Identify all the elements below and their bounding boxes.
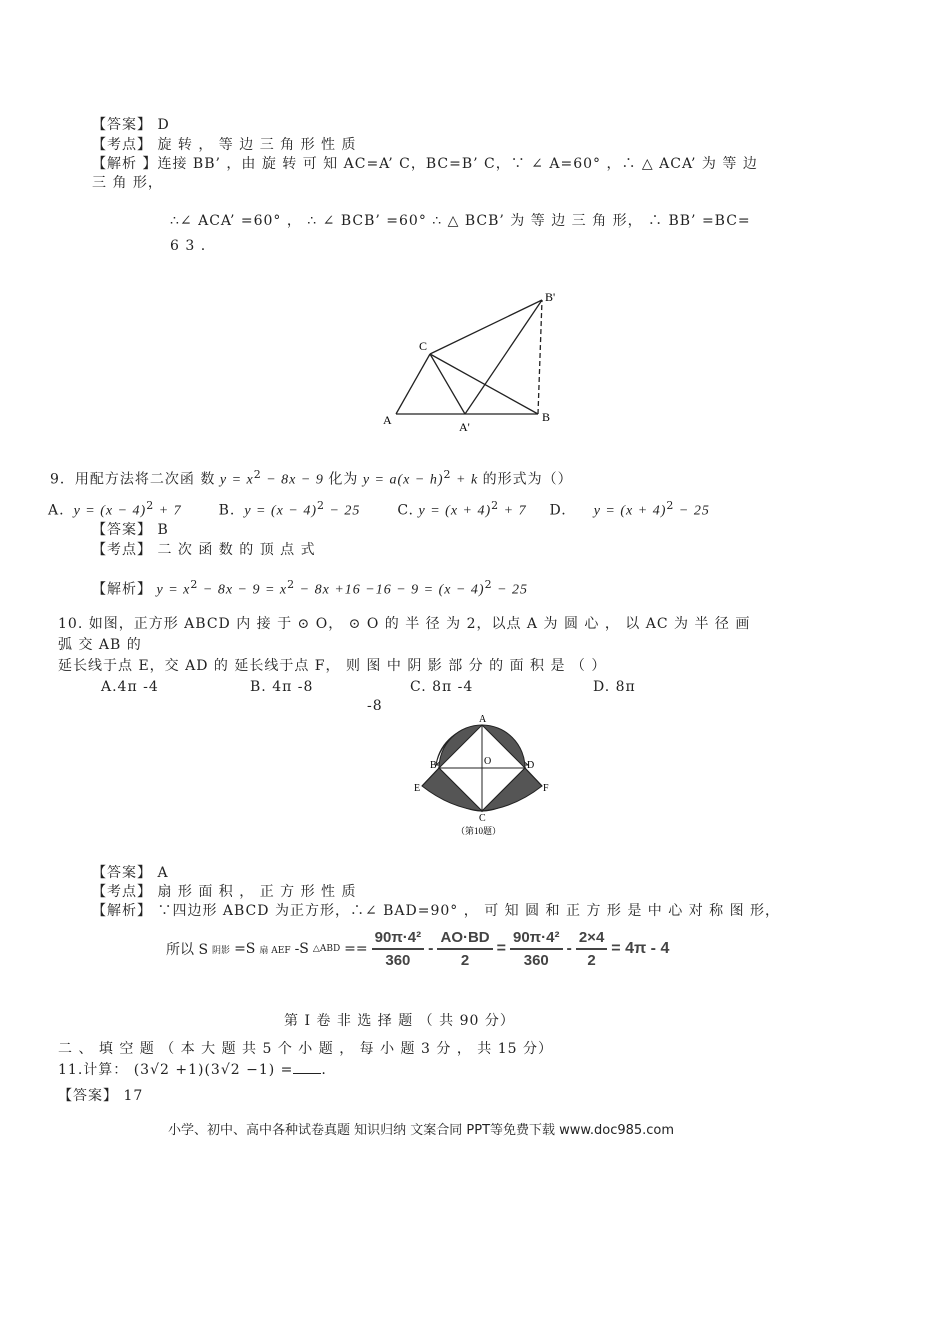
label-o10: O [484, 756, 492, 767]
fraction-3: $\frac{\text{90π·4²}}{360}$ [510, 929, 563, 969]
q8-figure [375, 285, 575, 435]
fraction-2: $\frac{AO\cdot BD}{2}$ [437, 929, 492, 969]
q10-option-d: D. 8π [593, 679, 636, 695]
q10-option-d-cont: -8 [367, 698, 383, 714]
q8-answer: 【答案】 D [92, 117, 170, 133]
label-a: A [383, 413, 392, 427]
label-b: B [542, 410, 551, 424]
q9-jiexi: 【解析】 $y = x^2 - 8x - 9 = x^2 - 8x +16 -16 - 9 = (x - 4)^2 - 25$ [92, 578, 529, 598]
figure-caption: （第10题） [456, 826, 502, 836]
label-c10: C [479, 813, 486, 824]
q10-option-b: B. 4π -8 [250, 679, 314, 695]
q10-kaodian: 【考点】 扇 形 面 积 ， 正 方 形 性 质 [92, 884, 357, 900]
q8-jiexi-line2: 三 角 形， [92, 175, 163, 191]
q10-option-c: C. 8π -4 [410, 679, 474, 695]
label-e10: E [414, 783, 421, 794]
q8-jiexi-line4: 6 3 . [170, 238, 207, 254]
q8-jiexi-line3: ∴∠ ACA’ =60° ， ∴ ∠ BCB’ =60° ∴ △ BCB’ 为 等 边 三 角 形， ∴ BB’ =BC= [170, 213, 751, 229]
q11-answer: 【答案】 17 [58, 1088, 144, 1104]
q9-stem: 9．用配方法将二次函 数 $y = x^2 - 8x - 9$ 化为 $y = a(x - h)^2 + k$ 的形式为（） [50, 468, 573, 488]
label-c: C [419, 339, 428, 353]
label-b10: B [430, 760, 437, 771]
fraction-1: $\frac{\text{90π·4²}}{360}$ [372, 929, 425, 969]
q10-stem-line1: 10. 如图，正方形 ABCD 内 接 于 ⊙ O， ⊙ O 的 半 径 为 2，以点 A 为 圆 心 ， 以 AC 为 半 径 画 [58, 616, 751, 632]
q9-options: A. $y = (x - 4)^2 + 7$ B. $y = (x - 4)^2 - 25$ C. $y = (x + 4)^2 + 7$ D. $y = (x + 4)^2 - 25$ [48, 499, 710, 519]
q10-stem-line3: 延长线于点 E，交 AD 的 延长线于点 F， 则 图 中 阴 影 部 分 的 面 积 是 （ ） [58, 658, 607, 674]
q10-stem-line2: 弧 交 AB 的 [58, 637, 142, 653]
fraction-4: $\frac{2\times 4}{2}$ [576, 929, 607, 969]
section-title: 第 I 卷 非 选 择 题 （ 共 90 分） [284, 1013, 515, 1029]
label-b-prime: B' [545, 290, 556, 304]
footer: 小学、初中、高中各种试卷真题 知识归纳 文案合同 PPT等免费下载 www.doc985.com [168, 1123, 675, 1138]
q8-kaodian: 【考点】 旋 转 ， 等 边 三 角 形 性 质 [92, 137, 357, 153]
q9-answer: 【答案】 B [92, 522, 169, 538]
q10-answer: 【答案】 A [92, 865, 169, 881]
q8-jiexi-line1: 【解析 】连接 BB’ ，由 旋 转 可 知 AC=A’ C，BC=B’ C，∵ ∠ A=60° ，∴ △ ACA’ 为 等 边 [92, 156, 758, 172]
label-a10: A [479, 714, 487, 725]
label-a-prime: A' [459, 420, 470, 434]
label-d10: D [527, 760, 535, 771]
q11-stem: 11.计算： (3√2 +1)(3√2 −1) = . [58, 1062, 327, 1078]
label-f10: F [543, 783, 549, 794]
q9-kaodian: 【考点】 二 次 函 数 的 顶 点 式 [92, 542, 316, 558]
q10-figure [410, 708, 560, 843]
q10-formula: 所以 S 阴影 =S 扇 AEF -S △ABD == $\frac{\text{90π·4²}}{360}$ - $\frac{AO\cdot BD}{2}$ = $\frac{\text{90π·4²}}{360}$ - $\frac{2\times 4}{2}$ = 4π - 4 [166, 929, 670, 969]
section-subtitle: 二 、 填 空 题 （ 本 大 题 共 5 个 小 题 ， 每 小 题 3 分 ， 共 15 分） [58, 1041, 553, 1057]
q10-option-a: A.4π -4 [101, 679, 159, 695]
q10-jiexi: 【解析】 ∵四边形 ABCD 为正方形，∴∠ BAD=90° ， 可 知 圆 和 正 方 形 是 中 心 对 称 图 形， [92, 903, 781, 919]
